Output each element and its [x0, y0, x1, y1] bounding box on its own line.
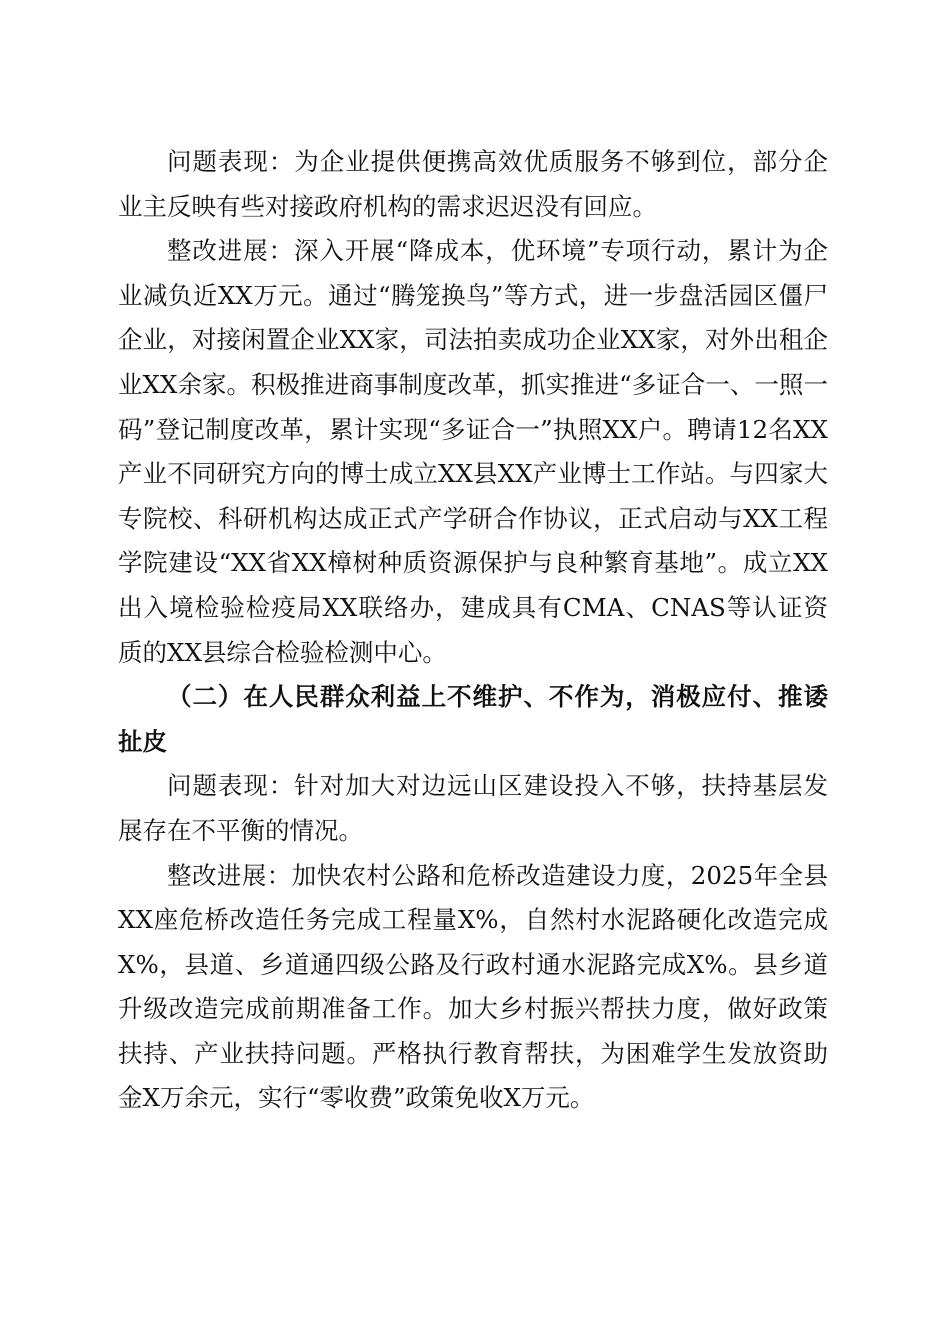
paragraph-problem-1: 问题表现：为企业提供便携高效优质服务不够到位，部分企业主反映有些对接政府机构的需求迟迟没有回应。 [118, 147, 828, 221]
section-heading-2: （二）在人民群众利益上不维护、不作为，消极应付、推诿扯皮 [118, 682, 828, 756]
paragraph-problem-2: 问题表现：针对加大对边远山区建设投入不够，扶持基层发展存在不平衡的情况。 [118, 771, 828, 845]
paragraph-progress-2: 整改进展：加快农村公路和危桥改造建设力度，2025年全县XX座危桥改造任务完成工程量X%，自然村水泥路硬化改造完成X%，县道、乡道通四级公路及行政村通水泥路完成X%。县乡道升级改造完成前期准备工作。加大乡村振兴帮扶力度，做好政策扶持、产业扶持问题。严格执行教育帮扶，为困难学生发放资助金X万余元，实行“零收费”政策免收X万元。 [118, 860, 828, 1113]
paragraph-progress-1: 整改进展：深入开展“降成本，优环境”专项行动，累计为企业减负近XX万元。通过“腾笼换鸟”等方式，进一步盘活园区僵尸企业，对接闲置企业XX家，司法拍卖成功企业XX家，对外出租企业XX余家。积极推进商事制度改革，抓实推进“多证合一、一照一码”登记制度改革，累计实现“多证合一”执照XX户。聘请12名XX产业不同研究方向的博士成立XX县XX产业博士工作站。与四家大专院校、科研机构达成正式产学研合作协议，正式启动与XX工程学院建设“XX省XX樟树种质资源保护与良种繁育基地”。成立XX出入境检验检疫局XX联络办，建成具有CMA、CNAS等认证资质的XX县综合检验检测中心。 [118, 236, 828, 667]
document-body [118, 140, 828, 1121]
